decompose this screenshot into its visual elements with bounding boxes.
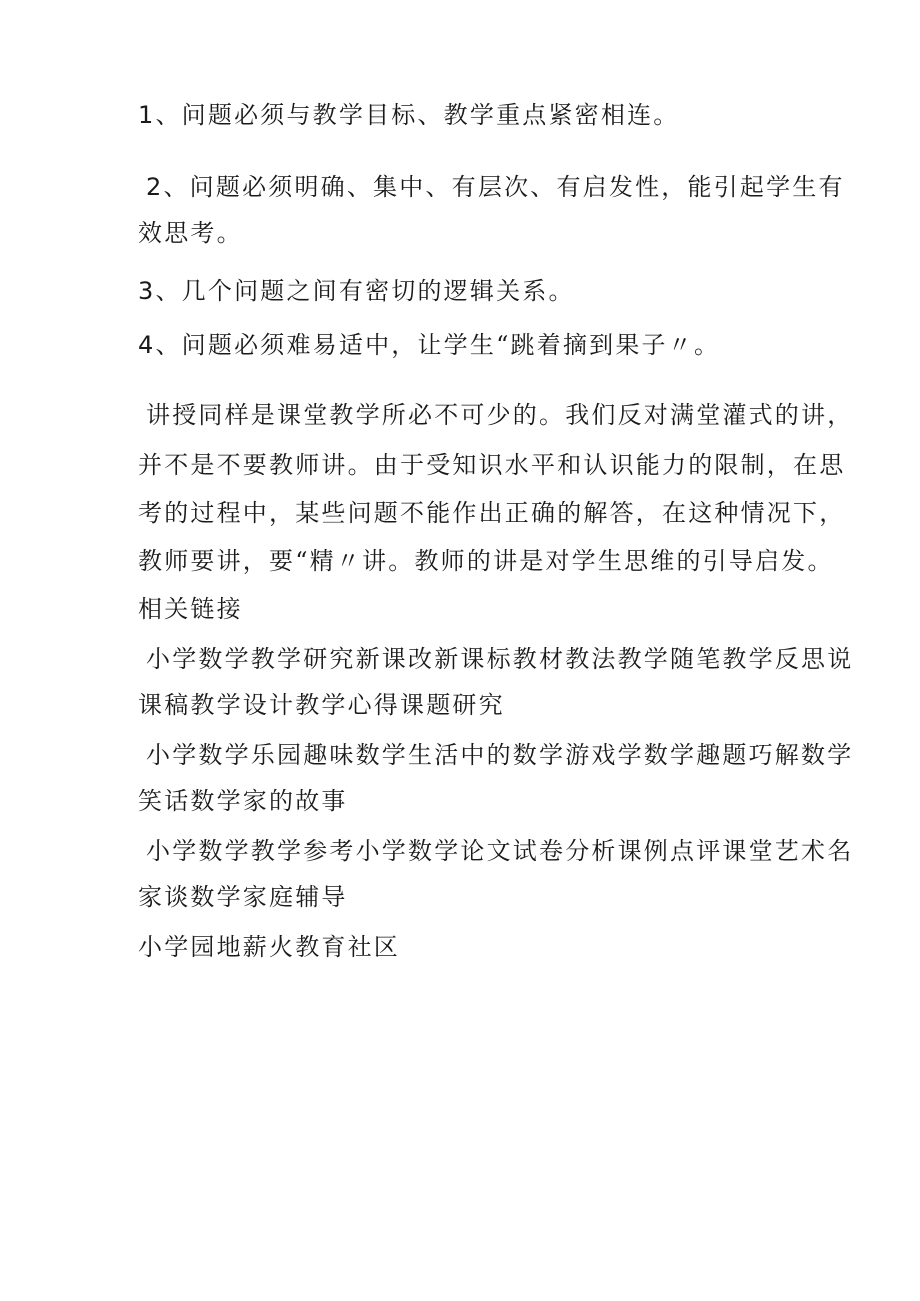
related-links-group-3-line-1: 小学数学教学参考小学数学论文试卷分析课例点评课堂艺术名 [146,837,854,865]
lecture-paragraph-line-1: 讲授同样是课堂教学所必不可少的。我们反对满堂灌式的讲， [146,401,854,429]
related-links-group-2-line-1: 小学数学乐园趣味数学生活中的数学游戏学数学趣题巧解数学 [146,741,854,769]
requirement-3-text: 、几个问题之间有密切的逻辑关系。 [155,277,575,305]
requirement-3 [138,276,575,306]
requirement-2-text: 、问题必须明确、集中、有层次、有启发性，能引起学生有 [163,173,845,201]
related-links-group-1-line-2: 课稿教学设计教学心得课题研究 [138,691,505,719]
requirement-4-number: 4 [138,331,156,359]
requirement-1-number: 1 [138,101,156,129]
related-links-group-3-line-2: 家谈数学家庭辅导 [138,883,348,911]
requirement-4-text: 、问题必须难易适中，让学生“跳着摘到果子〃。 [155,331,721,359]
requirement-2 [146,172,845,202]
requirement-2-continuation: 效思考。 [138,219,243,247]
lecture-paragraph-line-3: 考的过程中，某些问题不能作出正确的解答，在这种情况下， [138,499,846,527]
lecture-paragraph-line-2: 并不是不要教师讲。由于受知识水平和认识能力的限制，在思 [138,451,846,479]
related-links-heading: 相关链接 [138,595,243,623]
requirement-2-number: 2 [146,173,164,201]
related-links-group-1-line-1: 小学数学教学研究新课改新课标教材教法教学随笔教学反思说 [146,645,854,673]
related-links-group-4-line-1: 小学园地薪火教育社区 [138,933,400,961]
requirement-3-number: 3 [138,277,156,305]
requirement-1-text: 、问题必须与教学目标、教学重点紧密相连。 [155,101,680,129]
lecture-paragraph-line-4: 教师要讲，要“精〃讲。教师的讲是对学生思维的引导启发。 [138,547,834,575]
requirement-4 [138,330,720,360]
requirement-1 [138,100,679,130]
related-links-group-2-line-2: 笑话数学家的故事 [138,787,348,815]
